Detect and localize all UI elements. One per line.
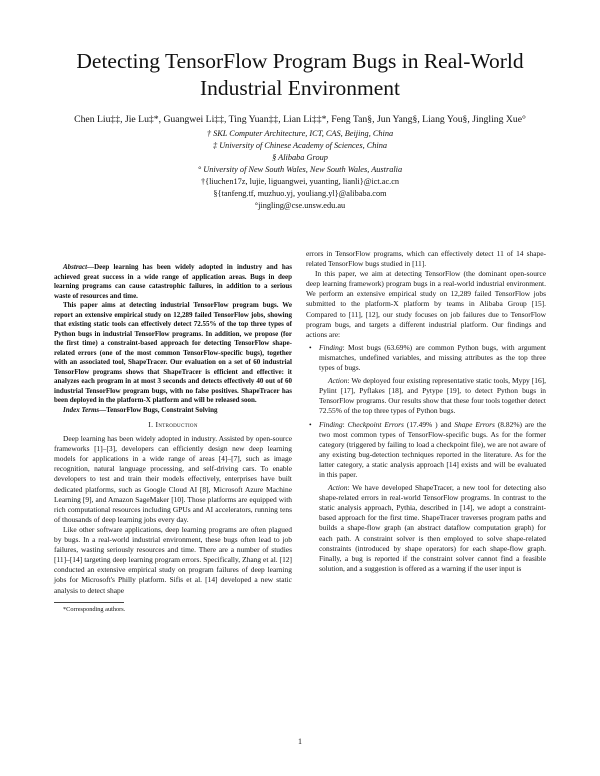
finding-2-label: Finding [319, 419, 343, 429]
finding-2-shape: Shape Errors [454, 419, 495, 429]
action-1-label: Action [328, 376, 348, 386]
abstract [54, 263, 292, 415]
affiliation-1: † SKL Computer Architecture, ICT, CAS, Beijing, China [206, 129, 394, 138]
footnote: *Corresponding authors. [63, 605, 126, 613]
abstract-lead: Abstract [63, 263, 88, 271]
affiliation-3: § Alibaba Group [272, 153, 328, 162]
finding-item-1 [306, 343, 546, 417]
footnote-divider [54, 602, 124, 603]
page-number: 1 [298, 737, 302, 746]
finding-2-sep: : [342, 419, 348, 429]
action-1-text: : We deployed four existing representative static tools, Mypy [16], Pylint [17], Pyflakes [18], and Pytype [19], to detect Python bugs in TensorFlow programs. Our results show that these four tools together detect 72.55% of the top three types of Python bugs. [319, 376, 546, 416]
abstract-paragraph-1: —Deep learning has been widely adopted in industry and has achieved great success in a wide range of application areas. Bugs in deep learning programs can cause catastrophic failures, in addition to a serious waste of resources and time. [54, 263, 292, 300]
email-2: §{tanfeng.tf, muzhuo.yj, youliang.yl}@alibaba.com [213, 189, 387, 198]
right-paragraph-continued: errors in TensorFlow programs, which can effectively detect 11 of 14 shape-related TensorFlow bugs studied in [11]. [306, 249, 546, 269]
finding-2-text-b: (8.82%) are the two most common types of TensorFlow-specific bugs. As for the former category (triggered by failing to load a checkpoint file), we are not aware of any existing bug-detection techniques reported in the literature. As for the latter category, a static analysis approach [14] exists and will be evaluated in this paper. [319, 419, 546, 479]
email-3: °jingling@cse.unsw.edu.au [254, 201, 346, 210]
index-terms: —TensorFlow Bugs, Constraint Solving [99, 405, 218, 414]
finding-1-text: : Most bugs (63.69%) are common Python bugs, with argument mismatches, undefined variables, and missing attributes as the top three types of bugs. [319, 342, 546, 373]
bullet-icon: • [309, 342, 312, 352]
introduction-body [54, 434, 292, 596]
affiliation-2: ‡ University of Chinese Academy of Sciences, China [212, 141, 388, 150]
finding-item-2 [306, 420, 546, 574]
finding-2-checkpoint: Checkpoint Errors [347, 419, 404, 429]
section-heading-introduction: I. Introduction [148, 420, 198, 429]
email-1: †{liuchen17z, lujie, liguangwei, yuanting, lianli}@ict.ac.cn [200, 177, 400, 186]
action-2-label: Action [328, 483, 348, 493]
index-terms-lead: Index Terms [63, 405, 100, 414]
bullet-icon: • [309, 419, 312, 429]
finding-1-label: Finding [319, 342, 343, 352]
right-paragraph-aim: In this paper, we aim at detecting TensorFlow (the dominant open-source deep learning framework) program bugs in a real-world industrial environment. We perform an extensive empirical study on 12,289 failed TensorFlow jobs submitted to the platform-X platform by teams in Alibaba Group [15]. Compared to [11], [12], our study focuses on job failures due to TensorFlow program bugs, and targets a different industrial platform. Our findings and actions are: [306, 269, 546, 339]
finding-2-text-a: (17.49% ) and [403, 419, 455, 429]
findings-list [306, 343, 546, 574]
affiliation-4: ° University of New South Wales, New South Wales, Australia [197, 165, 403, 174]
left-column [54, 263, 292, 614]
intro-paragraph-1: Deep learning has been widely adopted in industry. Assisted by open-source frameworks [1]–[3], developers can efficiently design new deep learning models for applications in a wide range of areas [4]–[7], such as image recognition, natural language processing, and self-driving cars. To enable developers to test and train their models effectively, enterprises have built dedicated platforms, such as Google Cloud AI [8], Microsoft Azure Machine Learning [9], and Amazon SageMaker [10]. Those platforms are equipped with rich computational resources including GPUs and AI accelerators, running tens of thousands of deep learning jobs every day. [54, 434, 292, 524]
abstract-paragraph-2: This paper aims at detecting industrial TensorFlow program bugs. We report an extensive empirical study on 12,289 failed TensorFlow jobs, showing that existing static tools can effectively detect 72.55% of the top three types of Python bugs in industrial TensorFlow programs. In addition, we propose (for the first time) a constraint-based approach for detecting TensorFlow shape-related errors (one of the most common TensorFlow-specific bugs), together with an associated tool, ShapeTracer. Our evaluation on a set of 60 industrial TensorFlow programs shows that ShapeTracer is efficient and effective: it analyzes each program in at most 3 seconds and detects effectively 40 out of 60 industrial TensorFlow program bugs, with no false positives. ShapeTracer has been deployed in the platform-X platform and will be released soon. [54, 301, 292, 404]
paper-title: Detecting TensorFlow Program Bugs in Real-World Industrial Environment [76, 49, 524, 100]
action-2-text: : We have developed ShapeTracer, a new tool for detecting also shape-related errors in real-world TensorFlow programs. In contrast to the static analysis approach, Pythia, described in [14], we adopt a constraint-based approach for the first time. ShapeTracer traverses program paths and builds a shape-flow graph (an abstract dataflow computation graph) for each path. A constraint solver is then employed to solve shape-related constraints (introduced by shape operators) for each shape-flow graph. Finally, a bug is reported if the constraint solver cannot find a feasible solution, and a suggestion is offered as a warning if the user input is [319, 483, 546, 573]
right-column [306, 249, 546, 577]
intro-paragraph-2: Like other software applications, deep learning programs are often plagued by bugs. In a real-world industrial environment, these bugs often lead to job failures, wasting seriously resources and time. There are a number of studies [11]–[14] targeting deep learning program errors. Specifically, Zhang et al. [12] conducted an extensive empirical study on program failures of deep learning jobs for Microsoft's Philly platform. Sifis et al. [14] developed a new static analysis to detect shape [54, 524, 292, 595]
author-list: Chen Liu‡‡, Jie Lu‡*, Guangwei Li‡‡, Ting Yuan‡‡, Lian Li‡‡*, Feng Tan§, Jun Yang§, Liang You§, Jingling Xue° [74, 114, 526, 125]
